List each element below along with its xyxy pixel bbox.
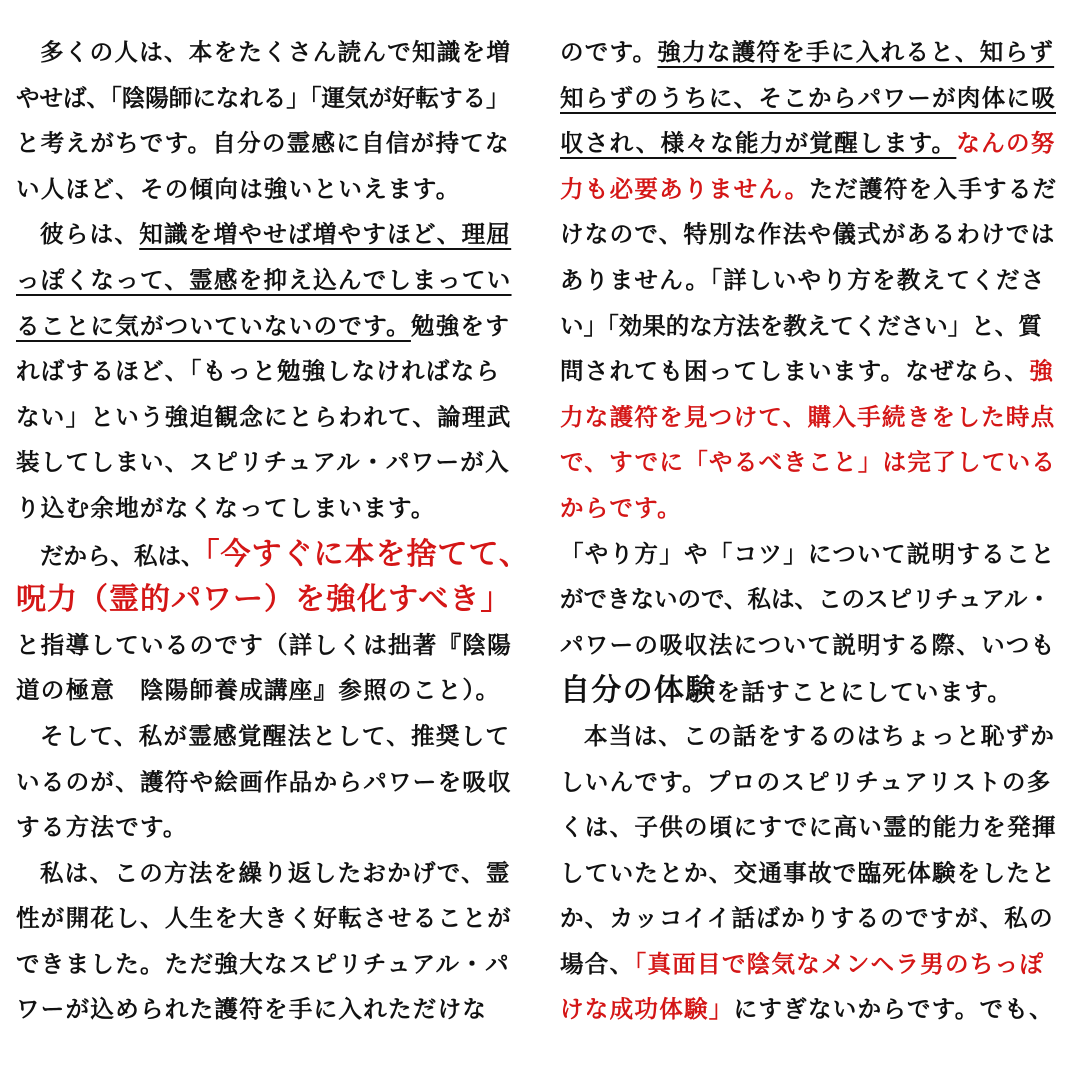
- paragraph-result: [16, 851, 526, 1033]
- text-line: しいんです。プロのスピリチュアリストの多: [560, 767, 1052, 796]
- plain-text: のです。: [560, 38, 658, 66]
- text-line: できました。ただ強大なスピリチュアル・パ: [16, 949, 510, 978]
- emphasis-red-line: で、すでに「やるべきこと」は完了している: [560, 448, 1057, 477]
- text-line: そして、私が霊感覚醒法として、推奨して: [40, 721, 511, 750]
- left-column: [16, 30, 530, 1033]
- emphasis-large-text: 自分の体験: [560, 673, 717, 709]
- underlined-text: 知らずのうちに、そこからパワーが肉体に吸: [560, 83, 1056, 112]
- text-line: [560, 76, 1066, 122]
- text-line: [560, 668, 1066, 714]
- text-line: 本当は、この話をするのはちょっと恥ずか: [584, 721, 1056, 750]
- text-line: [16, 577, 526, 623]
- paragraph-experience: [560, 532, 1066, 714]
- emphasis-red-text: 「真面目で陰気なメンヘラ男のちっぽ: [634, 949, 1045, 978]
- text-line: いるのが、護符や絵画作品からパワーを吸収: [16, 767, 512, 796]
- right-column: [560, 30, 1066, 1033]
- plain-text: 問されても困ってしまいます。なぜなら、: [560, 357, 1030, 386]
- text-line: い」「効果的な方法を教えてください」と、質: [560, 311, 1042, 340]
- text-line: と指導しているのです（詳しくは拙著『陰陽: [16, 630, 512, 659]
- emphasis-red-text: 力も必要ありません。: [560, 174, 810, 203]
- emphasis-red-text: 強: [1029, 357, 1055, 386]
- text-line: 装してしまい、スピリチュアル・パワーが入: [16, 448, 510, 477]
- text-line: [16, 532, 530, 578]
- text-line: くは、子供の頃にすでに高い霊的能力を発揮: [560, 813, 1057, 842]
- text-line: [560, 349, 1066, 395]
- plain-text: を話すことにしています。: [716, 678, 1013, 707]
- underlined-text: 知識を増やせば増やすほど、理屈: [139, 220, 512, 249]
- plain-text: 場合、: [560, 949, 635, 978]
- underlined-text: 強力な護符を手に入れると、知らず: [657, 38, 1055, 66]
- emphasis-red-text: けな成功体験」: [560, 995, 734, 1024]
- paragraph-amulet: [560, 30, 1066, 532]
- text-line: ればするほど、「もっと勉強しなければなら: [16, 357, 501, 386]
- text-line: やせば、「陰陽師になれる」「運気が好転する」: [16, 83, 510, 112]
- paragraph-knowledge: [16, 30, 526, 212]
- paragraph-theory: [16, 212, 526, 531]
- emphasis-red-text: 呪力（霊的パワー）を強化すべき」: [16, 582, 512, 618]
- plain-text: ただ護符を入手するだ: [809, 174, 1058, 203]
- emphasis-red-line: からです。: [560, 493, 682, 522]
- text-line: り込む余地がなくなってしまいます。: [16, 493, 436, 522]
- emphasis-red-text: 「今すぐに本を捨てて、: [204, 536, 530, 572]
- text-line: する方法です。: [16, 813, 188, 842]
- text-line: と考えがちです。自分の霊感に自信が持てな: [16, 129, 510, 158]
- text-line: [16, 304, 526, 350]
- text-line: [560, 121, 1066, 167]
- text-line: ができないので、私は、このスピリチュアル・: [560, 585, 1051, 614]
- text-line: パワーの吸収法について説明する際、いつも: [560, 630, 1056, 659]
- underlined-text: っぽくなって、霊感を抑え込んでしまってい: [16, 265, 512, 294]
- underlined-text: ることに気がついていないのです。: [16, 311, 411, 340]
- text-line: ありません。「詳しいやり方を教えてくださ: [560, 265, 1046, 294]
- text-line: 多くの人は、本をたくさん読んで知識を増: [40, 38, 512, 66]
- text-line: [560, 30, 1066, 76]
- text-line: ワーが込められた護符を手に入れただけな: [16, 995, 488, 1024]
- emphasis-red-text: なんの努: [956, 129, 1056, 158]
- text-line: [16, 212, 526, 258]
- text-line: していたとか、交通事故で臨死体験をしたと: [560, 858, 1056, 887]
- plain-text: 勉強をす: [410, 311, 511, 340]
- text-line: [560, 942, 1066, 988]
- text-line: 「やり方」や「コツ」について説明すること: [560, 539, 1056, 568]
- text-line: ない」という強迫観念にとらわれて、論理武: [16, 402, 512, 431]
- text-line: [16, 258, 526, 304]
- paragraph-instruction: [16, 532, 530, 714]
- text-line: か、カッコイイ話ばかりするのですが、私の: [560, 904, 1054, 933]
- text-line: [560, 167, 1066, 213]
- plain-text: にすぎないからです。でも、: [733, 995, 1054, 1024]
- text-line: [560, 987, 1066, 1033]
- text-line: けなので、特別な作法や儀式があるわけでは: [560, 220, 1056, 249]
- plain-text: だから、私は、: [40, 541, 205, 570]
- paragraph-method: [16, 714, 526, 851]
- text-line: 私は、この方法を繰り返したおかげで、霊: [40, 858, 511, 887]
- underlined-text: 収され、様々な能力が覚醒します。: [560, 129, 957, 158]
- text-line: 性が開花し、人生を大きく好転させることが: [16, 904, 512, 933]
- plain-text: 彼らは、: [40, 220, 140, 249]
- paragraph-confession: [560, 714, 1066, 1033]
- text-line: い人ほど、その傾向は強いといえます。: [16, 174, 461, 203]
- emphasis-red-line: 力な護符を見つけて、購入手続きをした時点: [560, 402, 1056, 431]
- text-line: 道の極意 陰陽師養成講座』参照のこと）。: [16, 676, 501, 705]
